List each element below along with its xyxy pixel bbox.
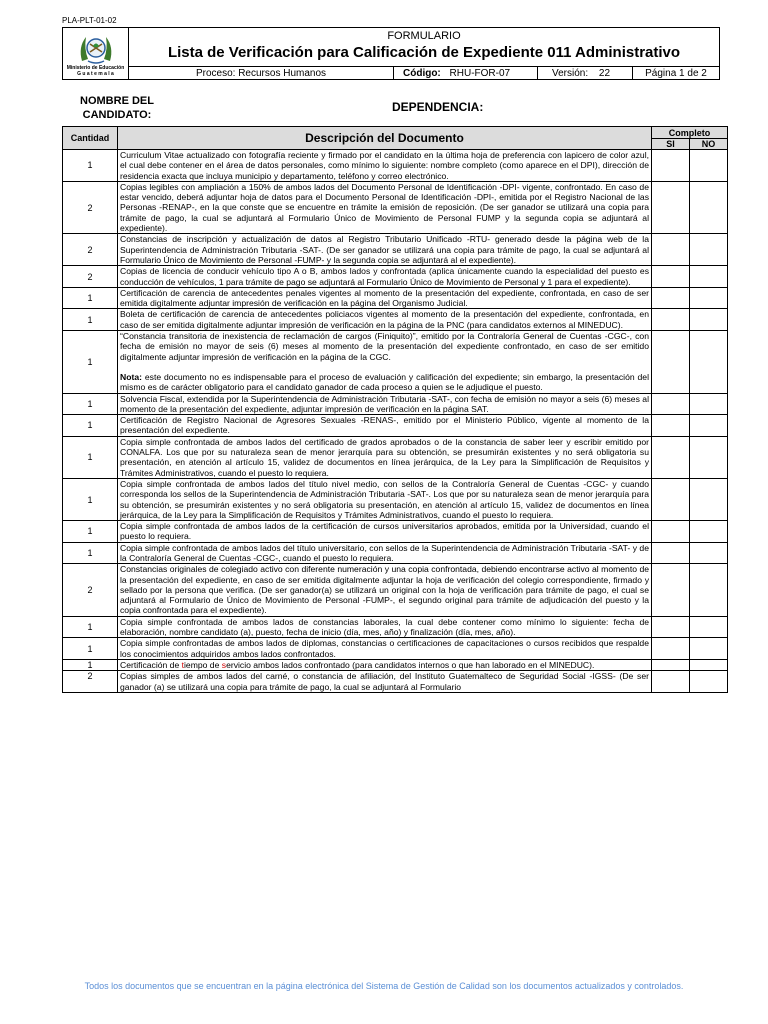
form-title: Lista de Verificación para Calificación de Expediente 011 Administrativo xyxy=(167,44,681,61)
table-row xyxy=(63,287,728,309)
table-row xyxy=(63,150,728,182)
row-description: Copia simple confrontada de ambos lados del título nivel medio, con sellos de la Contraloría General de Cuentas -CGC- y cuando corresponda los sellos de la Superintendencia de Administración Tributaria -SAT-. Los que por su naturaleza sean de menor jerarquía para su obtención, se presumirán existentes y no será obligatoria su presentación, en atención al artículo 15, validez de documentos en línea jerárquica, de la Ley para la Simplificación de Requisitos y Trámites Administrativos, cuando el puesto lo requiera. xyxy=(118,478,652,520)
form-label: FORMULARIO xyxy=(387,30,461,42)
checkbox-no[interactable] xyxy=(690,659,728,670)
code-value: RHU-FOR-07 xyxy=(449,68,511,79)
table-row xyxy=(63,564,728,616)
checkbox-no[interactable] xyxy=(690,436,728,478)
desc-part: Certificación de xyxy=(120,659,182,670)
table-row xyxy=(63,331,728,393)
table-row xyxy=(63,234,728,266)
desc-part: iempo de xyxy=(184,659,222,670)
checkbox-no[interactable] xyxy=(690,150,728,182)
ministry-logo xyxy=(63,28,129,80)
table-row xyxy=(63,309,728,331)
checkbox-si[interactable] xyxy=(652,659,690,670)
row-quantity: 1 xyxy=(63,542,118,564)
candidate-name-label: NOMBRE DEL CANDIDATO: xyxy=(80,95,154,121)
row-quantity: 2 xyxy=(63,671,118,693)
coat-of-arms-icon xyxy=(76,31,116,65)
row-description: Copia simple confrontadas de ambos lados de diplomas, constancias o certificaciones de capacitaciones o cursos recibidos que respalde los conocimientos adquiridos ambos lados confrontados. xyxy=(118,638,652,660)
col-no-header: NO xyxy=(690,139,728,150)
row-quantity: 1 xyxy=(63,150,118,182)
row-quantity: 2 xyxy=(63,234,118,266)
row-description: Copias legibles con ampliación a 150% de ambos lados del Documento Personal de Identificación -DPI- vigente, confrontado. En caso de estar vencido, deberá adjuntar hoja de datos para el Documento Personal de Identificación -DPI-, emitida por el Registro Nacional de las Personas -RENAP-, en la que conste que se encuentre en trámite la emisión de reposición. (De ser ganador se utilizará una copia para trámite de pago, la cual se adjuntará al Formulario Único de Movimiento de Personal FUMP y la segunda copia se adjuntará al expediente). xyxy=(118,181,652,233)
note-label: Nota: xyxy=(120,371,142,382)
checkbox-no[interactable] xyxy=(690,564,728,616)
row-description xyxy=(118,659,652,670)
table-row xyxy=(63,415,728,437)
checkbox-si[interactable] xyxy=(652,393,690,415)
row-description: Constancias originales de colegiado activo con diferente numeración y una copia confrontada, debiendo encontrarse activo al momento de la presentación del expediente, en caso de ser emitida digitalmente adjuntar la hoja de verificación del colegio correspondiente, firmado y sellado por la persona que verifica. (De ser ganador(a) se utilizará un original con la hoja de verificación para trámite de pago, el cual se adjuntará al Formulario de Único de Movimiento de Personal -FUMP-, el segundo original para trámite de adjudicación del puesto y la copia confrontada para el expediente). xyxy=(118,564,652,616)
checkbox-si[interactable] xyxy=(652,150,690,182)
checkbox-si[interactable] xyxy=(652,415,690,437)
col-description-header: Descripción del Documento xyxy=(118,127,652,150)
code-label: Código: xyxy=(403,68,441,79)
row-quantity: 1 xyxy=(63,309,118,331)
desc-part-red: s xyxy=(221,659,227,670)
row-quantity: 1 xyxy=(63,638,118,660)
table-row xyxy=(63,542,728,564)
checkbox-no[interactable] xyxy=(690,671,728,693)
row-quantity: 1 xyxy=(63,393,118,415)
checkbox-no[interactable] xyxy=(690,266,728,288)
table-row xyxy=(63,436,728,478)
table-row xyxy=(63,266,728,288)
table-row xyxy=(63,393,728,415)
document-code: PLA-PLT-01-02 xyxy=(62,16,117,25)
checkbox-si[interactable] xyxy=(652,542,690,564)
table-row xyxy=(63,671,728,693)
row-description xyxy=(118,331,652,393)
checkbox-no[interactable] xyxy=(690,478,728,520)
meta-row xyxy=(129,67,719,80)
code-cell xyxy=(394,67,538,80)
table-row xyxy=(63,521,728,543)
desc-part-red: t xyxy=(181,659,185,670)
row-description: Copias de licencia de conducir vehículo tipo A o B, ambos lados y confrontada (aplica únicamente cuando la especialidad del puesto es conducción de vehículos, 1 para trámite de pago se adjuntará al Formulario Único de Movimiento de Personal y 1 para el expediente). xyxy=(118,266,652,288)
row-description: Certificación de Registro Nacional de Agresores Sexuales -RENAS-, emitido por el Ministerio Público, vigente al momento de la presentación del expediente. xyxy=(118,415,652,437)
row-quantity: 2 xyxy=(63,266,118,288)
checkbox-si[interactable] xyxy=(652,521,690,543)
checkbox-si[interactable] xyxy=(652,564,690,616)
row-description: Solvencia Fiscal, extendida por la Superintendencia de Administración Tributaria -SAT-, con fecha de emisión no mayor a seis (6) meses al momento de la presentación del expediente, adjuntar impresión de verificación en la página SAT. xyxy=(118,393,652,415)
footer-note: Todos los documentos que se encuentran en la página electrónica del Sistema de Gestión de Calidad son los documentos actualizados y controlados. xyxy=(84,981,684,991)
row-description: Copia simple confrontada de ambos lados de la certificación de cursos universitarios aprobados, emitida por la Universidad, cuando el puesto lo requiera. xyxy=(118,521,652,543)
checkbox-no[interactable] xyxy=(690,638,728,660)
row-quantity: 1 xyxy=(63,659,118,670)
row-description: Copia simple confrontada de ambos lados de constancias laborales, la cual debe contener como mínimo lo siguiente: fecha de elaboración, nombre candidato (a), puesto, fecha de inicio (día, mes, año) y finalización (día, mes, año). xyxy=(118,616,652,638)
version-value: 22 xyxy=(598,68,611,79)
desc-part: ervicio ambos lados confrontado (para candidatos internos o que han laborado en el MINEDUC). xyxy=(226,659,595,670)
row-quantity: 2 xyxy=(63,181,118,233)
checkbox-no[interactable] xyxy=(690,521,728,543)
checkbox-no[interactable] xyxy=(690,234,728,266)
checklist-table xyxy=(62,126,728,693)
checkbox-no[interactable] xyxy=(690,393,728,415)
table-row xyxy=(63,659,728,670)
checkbox-si[interactable] xyxy=(652,436,690,478)
row-quantity: 1 xyxy=(63,287,118,309)
row-description: Constancias de inscripción y actualización de datos al Registro Tributario Unificado -RTU- generado desde la página web de la Superintendencia de Administración Tributaria -SAT-. (De ser ganador se utilizará una copia para trámite de pago, la cual se adjuntará al Formulario Único de Movimiento de Personal -FUMP- y la segunda copia se adjuntará al el expediente). xyxy=(118,234,652,266)
row-quantity: 1 xyxy=(63,331,118,393)
row-description: Copias simples de ambos lados del carné, o constancia de afiliación, del Instituto Guatemalteco de Seguridad Social -IGSS- (De ser ganador (a) se utilizará una copia para trámite de pago, la cual se adjuntará al Formulario xyxy=(118,671,652,693)
logo-caption-1: Ministerio de Educación xyxy=(66,65,125,71)
checkbox-no[interactable] xyxy=(690,309,728,331)
finiquito-text: “Constancia transitoria de inexistencia de reclamación de cargos (Finiquito)”, emitido por la Contraloría General de Cuentas -CGC-, con fecha de emisión no mayor de seis (6) meses al momento de la presentación del expediente confrontado, en caso de ser emitido digitalmente adjuntar impresión de verificación en la página de la CGC. xyxy=(120,331,649,362)
checkbox-si[interactable] xyxy=(652,181,690,233)
dependency-label: DEPENDENCIA: xyxy=(392,100,484,114)
row-quantity: 1 xyxy=(63,436,118,478)
checkbox-no[interactable] xyxy=(690,331,728,393)
checkbox-si[interactable] xyxy=(652,638,690,660)
checkbox-si[interactable] xyxy=(652,671,690,693)
row-quantity: 1 xyxy=(63,521,118,543)
checkbox-si[interactable] xyxy=(652,287,690,309)
page-number: Página 1 de 2 xyxy=(645,68,707,79)
row-description: Curriculum Vitae actualizado con fotografía reciente y firmado por el candidato en la última hoja de preferencia con lapicero de color azul, el cual debe contener en el área de datos personales, como mínimo lo siguiente: nombre completo (como aparece en el DPI), dirección de residencia exacta que incluya municipio y departamento, teléfono y correo electrónico. xyxy=(118,150,652,182)
checkbox-si[interactable] xyxy=(652,266,690,288)
row-quantity: 1 xyxy=(63,616,118,638)
process-label: Proceso: Recursos Humanos xyxy=(129,67,394,80)
title-area xyxy=(129,28,719,67)
col-complete-header: Completo xyxy=(652,127,728,139)
checkbox-no[interactable] xyxy=(690,415,728,437)
table-row xyxy=(63,616,728,638)
row-quantity: 1 xyxy=(63,478,118,520)
row-description: Copia simple confrontada de ambos lados del certificado de grados aprobados o de la constancia de saber leer y escribir emitido por CONALFA. Los que por su naturaleza sean de menor jerarquía para su obtención, se presumirán existentes y no será obligatoria su presentación, en atención al artículo 15, validez de documentos en línea jerárquica, de la Ley para la Simplificación de Requisitos y Trámites Administrativos, cuando el puesto lo requiera. xyxy=(118,436,652,478)
col-si-header: SI xyxy=(652,139,690,150)
form-header xyxy=(62,27,720,80)
checkbox-si[interactable] xyxy=(652,478,690,520)
row-description: Certificación de carencia de antecedentes penales vigentes al momento de la presentación del expediente, confrontada, en caso de ser emitida digitalmente adjuntar impresión de verificación en la página del Organismo Judicial. xyxy=(118,287,652,309)
checkbox-si[interactable] xyxy=(652,309,690,331)
table-row xyxy=(63,638,728,660)
checkbox-no[interactable] xyxy=(690,542,728,564)
checkbox-si[interactable] xyxy=(652,616,690,638)
note-text: este documento no es indispensable para el proceso de evaluación y calificación del expediente; sin embargo, la presentación del mismo es de carácter obligatorio para el candidato ganador de cada proceso a quien se le adjudique el puesto. xyxy=(120,371,649,393)
col-quantity-header: Cantidad xyxy=(63,127,118,150)
version-label: Versión: xyxy=(552,68,589,79)
table-row xyxy=(63,478,728,520)
checkbox-si[interactable] xyxy=(652,234,690,266)
checkbox-no[interactable] xyxy=(690,287,728,309)
checkbox-no[interactable] xyxy=(690,181,728,233)
table-row xyxy=(63,181,728,233)
checkbox-si[interactable] xyxy=(652,331,690,393)
checkbox-no[interactable] xyxy=(690,616,728,638)
row-quantity: 1 xyxy=(63,415,118,437)
row-quantity: 2 xyxy=(63,564,118,616)
logo-caption-2: G u a t e m a l a xyxy=(77,71,114,77)
row-description: Boleta de certificación de carencia de antecedentes policiacos vigentes al momento de la presentación del expediente, confrontada, en caso de ser emitida digitalmente adjuntar impresión de verificación en la página de la PNC (para candidatos externos al MINEDUC). xyxy=(118,309,652,331)
row-description: Copia simple confrontada de ambos lados del título universitario, con sellos de la Superintendencia de Administración Tributaria -SAT- y de la Contraloría General de Cuentas -CGC-, cuando el puesto lo requiera. xyxy=(118,542,652,564)
version-cell xyxy=(538,67,633,80)
